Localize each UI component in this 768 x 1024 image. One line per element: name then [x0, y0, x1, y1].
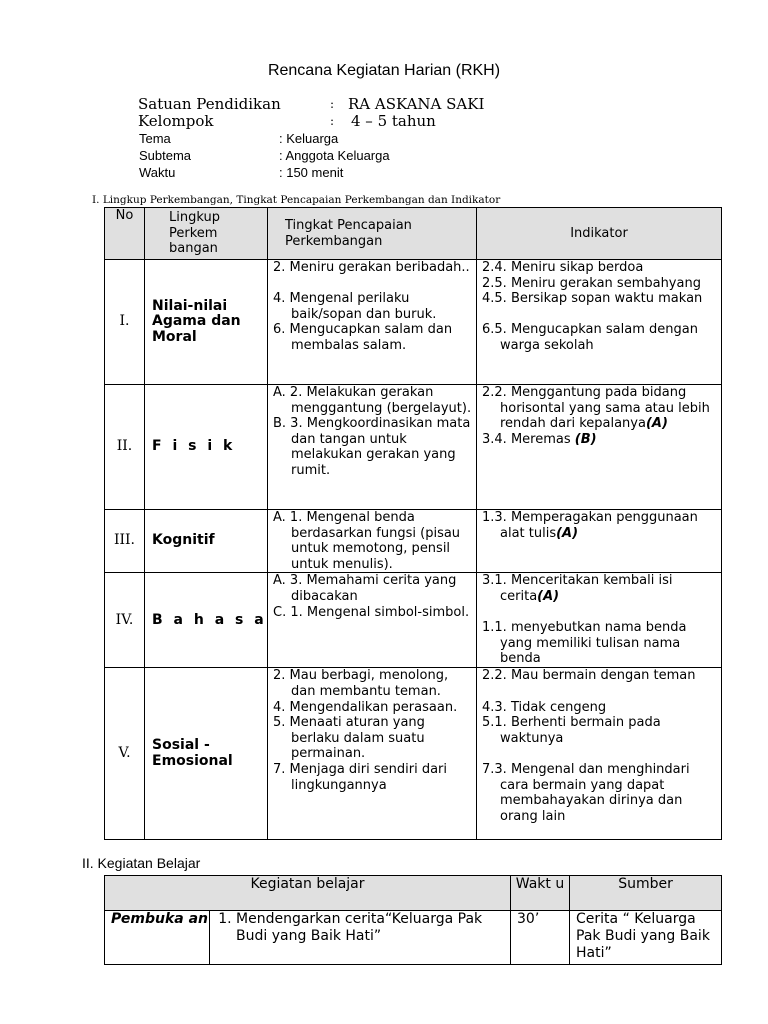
header-lingkup: Lingkup Perkem bangan	[145, 208, 268, 260]
tingkat-item: A. 1. Mengenal benda berdasarkan fungsi (pisau untuk memotong, pensil untuk menulis).	[273, 510, 461, 572]
table-row	[105, 260, 722, 385]
row-tingkat	[268, 510, 477, 573]
development-table	[104, 207, 722, 840]
table-header-row	[105, 876, 722, 911]
indikator-text: 1.3. Memperagakan penggunaan alat tulis	[482, 510, 698, 541]
indikator-item: 7.3. Mengenal dan menghindari cara bermain yang dapat membahayakan dirinya dan orang lain	[482, 761, 690, 824]
tingkat-item: 2. Mau berbagi, menolong, dan membantu teman.	[273, 668, 449, 699]
row-number: V.	[105, 668, 145, 840]
header-no: No	[105, 208, 145, 260]
document-title: Rencana Kegiatan Harian (RKH)	[267, 62, 501, 79]
indikator-tag: (A)	[556, 525, 579, 541]
meta-label: Waktu	[139, 165, 176, 180]
header-sumber: Sumber	[570, 876, 722, 911]
section1-title: I. Lingkup Perkembangan, Tingkat Pencapaian Perkembangan dan Indikator	[92, 194, 501, 206]
row-indikator	[477, 510, 722, 573]
meta-value: : Keluarga	[279, 131, 339, 146]
row-area: Sosial - Emosional	[145, 668, 268, 840]
indikator-item: 4.3. Tidak cengeng	[482, 699, 607, 715]
indikator-item: 1.1. menyebutkan nama benda yang memiliki tulisan nama benda	[482, 620, 687, 667]
table-header-row	[105, 208, 722, 260]
tingkat-item: A. 3. Memahami cerita yang dibacakan	[273, 573, 457, 604]
row-number: IV.	[105, 573, 145, 668]
row-number: II.	[105, 385, 145, 510]
table-row	[105, 385, 722, 510]
indikator-item	[482, 510, 718, 541]
table-row	[105, 668, 722, 840]
row-tingkat	[268, 668, 477, 840]
activity-item: 1. Mendengarkan cerita“Keluarga Pak Budi yang Baik Hati”	[236, 911, 510, 945]
tingkat-item: 7. Menjaga diri sendiri dari lingkungannya	[273, 761, 448, 793]
identity-colon: :	[330, 97, 335, 111]
row-area: B a h a s a	[145, 573, 268, 668]
indikator-tag: (A)	[537, 588, 560, 604]
indikator-text: 2.2. Menggantung pada bidang horisontal yang sama atau lebih rendah dari kepalanya	[482, 385, 710, 432]
row-tingkat	[268, 573, 477, 668]
tingkat-item: 4. Mengendalikan perasaan.	[273, 699, 458, 715]
identity-value: 4 – 5 tahun	[351, 112, 436, 130]
activity-time: 30’	[511, 911, 570, 965]
activity-phase: Pembuka an	[105, 911, 210, 965]
indikator-item	[482, 432, 718, 448]
indikator-item: 2.2. Mau bermain dengan teman	[482, 668, 696, 684]
table-row	[105, 911, 722, 965]
indikator-tag: (A)	[645, 416, 668, 432]
indikator-item: 5.1. Berhenti bermain pada waktunya	[482, 715, 661, 746]
header-indikator: Indikator	[477, 208, 722, 260]
table-row	[105, 573, 722, 668]
header-kegiatan: Kegiatan belajar	[105, 876, 511, 911]
tingkat-item: B. 3. Mengkoordinasikan mata dan tangan untuk melakukan gerakan yang rumit.	[273, 416, 471, 478]
meta-value: : 150 menit	[279, 165, 344, 180]
activity-list	[210, 911, 511, 965]
row-indikator	[477, 260, 722, 385]
section2-title: II. Kegiatan Belajar	[82, 855, 201, 871]
row-number: I.	[105, 260, 145, 385]
header-waktu: Wakt u	[511, 876, 570, 911]
indikator-item: 2.5. Meniru gerakan sembahyang	[482, 275, 701, 291]
row-area: F i s i k	[145, 385, 268, 510]
identity-label: Kelompok	[138, 112, 214, 130]
row-indikator	[477, 668, 722, 840]
tingkat-item: 4. Mengenal perilaku baik/sopan dan buruk.	[273, 291, 437, 322]
tingkat-item: 6. Mengucapkan salam dan membalas salam.	[273, 322, 453, 353]
row-area: Nilai-nilai Agama dan Moral	[145, 260, 268, 385]
identity-label: Satuan Pendidikan	[138, 95, 281, 113]
indikator-text: 3.4. Meremas	[482, 431, 571, 447]
tingkat-item: 2. Meniru gerakan beribadah..	[273, 260, 470, 275]
activity-table	[104, 875, 722, 965]
meta-label: Subtema	[139, 148, 192, 163]
row-tingkat	[268, 385, 477, 510]
header-tingkat: Tingkat Pencapaian Perkembangan	[268, 208, 477, 260]
indikator-item	[482, 573, 718, 604]
table-row	[105, 510, 722, 573]
row-indikator	[477, 573, 722, 668]
activity-source: Cerita “ Keluarga Pak Budi yang Baik Hati”	[570, 911, 722, 965]
indikator-item	[482, 385, 718, 432]
indikator-tag: (B)	[574, 431, 597, 447]
tingkat-item: C. 1. Mengenal simbol-simbol.	[273, 604, 470, 620]
indikator-text: 3.1. Menceritakan kembali isi cerita	[482, 573, 673, 604]
tingkat-item: 5. Menaati aturan yang berlaku dalam suatu permainan.	[273, 715, 425, 762]
row-indikator	[477, 385, 722, 510]
indikator-item: 6.5. Mengucapkan salam dengan warga sekolah	[482, 322, 698, 353]
meta-value: : Anggota Keluarga	[279, 148, 390, 163]
row-area: Kognitif	[145, 510, 268, 573]
tingkat-item: A. 2. Melakukan gerakan menggantung (bergelayut).	[273, 385, 472, 416]
identity-colon: :	[330, 114, 335, 128]
meta-label: Tema	[139, 131, 171, 146]
row-number: III.	[105, 510, 145, 573]
indikator-item: 2.4. Meniru sikap berdoa	[482, 260, 644, 275]
identity-value: RA ASKANA SAKI	[348, 95, 485, 113]
row-tingkat	[268, 260, 477, 385]
indikator-item: 4.5. Bersikap sopan waktu makan	[482, 291, 703, 307]
